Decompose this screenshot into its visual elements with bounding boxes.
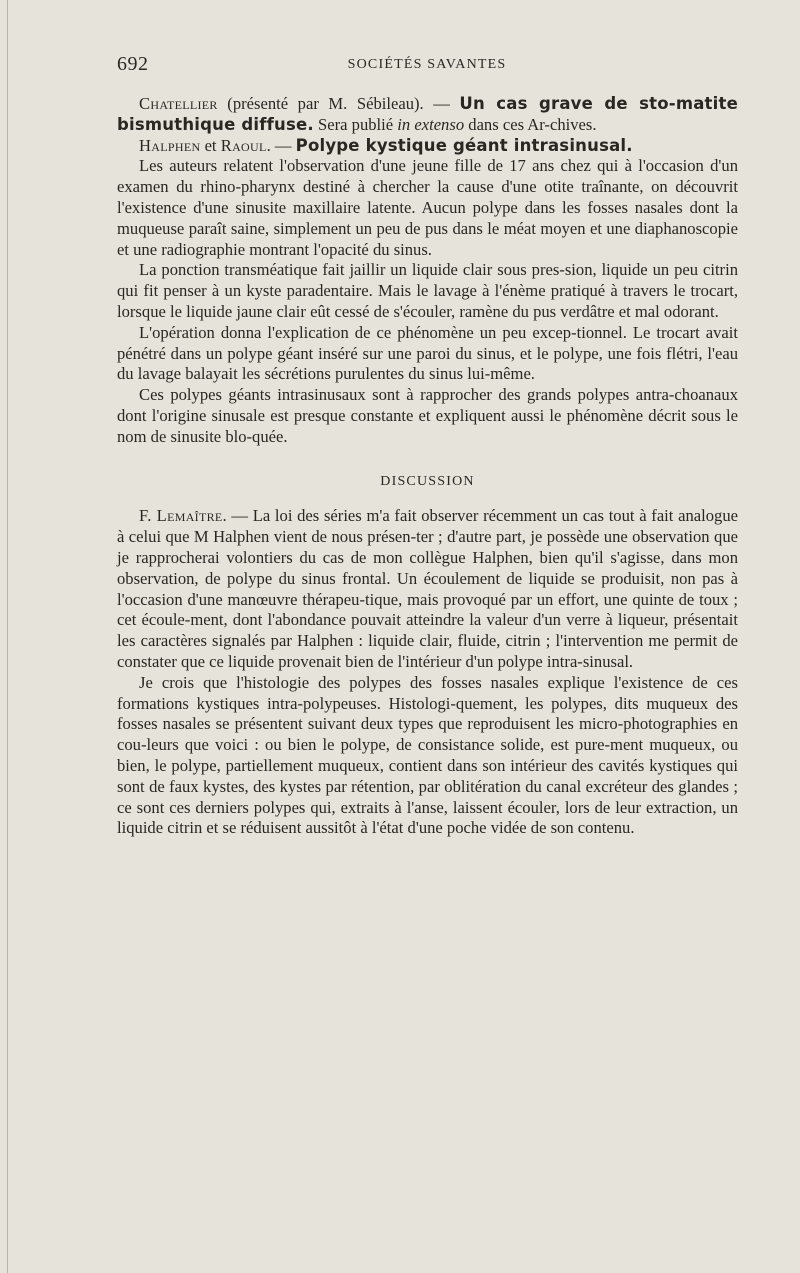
discussion-paragraph (117, 506, 738, 672)
page-body (117, 94, 738, 839)
discussion-speaker: F. Lemaître (139, 506, 223, 526)
running-title: SOCIÉTÉS SAVANTES (347, 57, 507, 72)
entry2-paragraph: Ces polypes géants intrasinusaux sont à rapprocher des grands polypes antra-choanaux dont l'origine sinusale est presque constante et expliquent aussi le phénomène décrit sous le nom de sinusite blo-quée. (117, 385, 738, 446)
entry2-paragraph: Les auteurs relatent l'observation d'une jeune fille de 17 ans chez qui à l'occasion d'un examen du rhino-pharynx destiné à chercher la cause d'une otite traînante, on découvrit l'existence d'une sinusite maxillaire latente. Aucun polype dans les fosses nasales dont la muqueuse paraît saine, simplement un peu de pus dans le méat moyen et une diaphanoscopie et une radiographie montrant l'opacité du sinus. (117, 156, 738, 259)
page-header (117, 53, 737, 77)
entry2-conjunction: et (200, 135, 221, 155)
entry2-author2: Raoul (220, 135, 267, 155)
discussion-speaker-dash: . — (222, 506, 253, 526)
entry1-presenter: (présenté par M. Sébileau). — (227, 94, 460, 113)
entry2-dash: . — (266, 135, 296, 155)
entry2-paragraph: L'opération donna l'explication de ce phénomène un peu excep-tionnel. Le trocart avait pénétré dans un polype géant inséré sur une paroi du sinus, et le polype, une fois flétri, l'eau du lavage balayait les sécrétions purulentes du sinus lui-même. (117, 322, 738, 384)
entry1-author: Chatellier (139, 94, 218, 113)
entry2-paragraph: La ponction transméatique fait jaillir un liquide clair sous pres-sion, liquide un peu citrin qui fit penser à un kyste paradentaire. Mais le lavage à l'énème pratiqué à travers le trocart, lorsque le liquide jaune clair eût cessé de s'écouler, ramène du pus verdâtre et mal odorant. (117, 260, 738, 321)
entry2-title: Polype kystique géant intrasinusal. (295, 135, 633, 155)
entry-halphen-raoul-heading (117, 136, 738, 157)
entry1-title: Un cas grave de sto-matite bismuthique diffuse. (117, 94, 738, 134)
discussion-paragraph-text: La loi des séries m'a fait observer récemment un cas tout à fait analogue à celui que M Halphen vient de nous présen-ter ; d'autre part, je possède une observation que je rapprocherai volontiers du cas de mon collègue Halphen, bien qu'il s'agisse, dans mon observation, de polype du sinus frontal. Un écoulement de liquide se produisit, non pas à l'occasion d'une manœuvre thérapeu-tique, mais provoqué par un effort, une quinte de toux ; cet écoule-ment, dont l'abondance pouvait atteindre la valeur d'un verre à liqueur, présentait les caractères signalés par Halphen : liquide clair, fluide, citrin ; l'intervention me permit de constater que ce liquide provenait bien de l'intérieur d'un polype intra-sinusal. (117, 506, 739, 671)
discussion-heading: DISCUSSION (380, 473, 475, 489)
discussion-paragraph: Je crois que l'histologie des polypes des fosses nasales explique l'existence de ces formations kystiques intra-polypeuses. Histologi-quement, les polypes, dits muqueux des fosses nasales se présentent suivant deux types que reproduisent les micro-photographies en cou-leurs que voici : ou bien le polype, de consistance solide, est pure-ment muqueux, ou bien, le polype, partiellement muqueux, contient dans son intérieur des cavités kystiques qui sont de faux kystes, des kystes par rétention, par oblitération du canal excréteur des glandes ; ce sont ces derniers polypes qui, extraits à l'anse, laissent écouler, lors de leur extraction, un liquide citrin et se réduisent aussitôt à l'état d'une poche vidée de son contenu. (117, 672, 738, 838)
entry1-note-a: Sera publié (313, 114, 398, 134)
page-edge-rule (7, 0, 8, 1273)
page-number: 692 (117, 53, 149, 75)
entry1-note-b: dans ces Ar-chives. (464, 114, 597, 134)
entry1-note-emphasis: in extenso (397, 114, 465, 134)
entry-chatellier (117, 94, 738, 136)
entry2-author1: Halphen (139, 135, 201, 155)
